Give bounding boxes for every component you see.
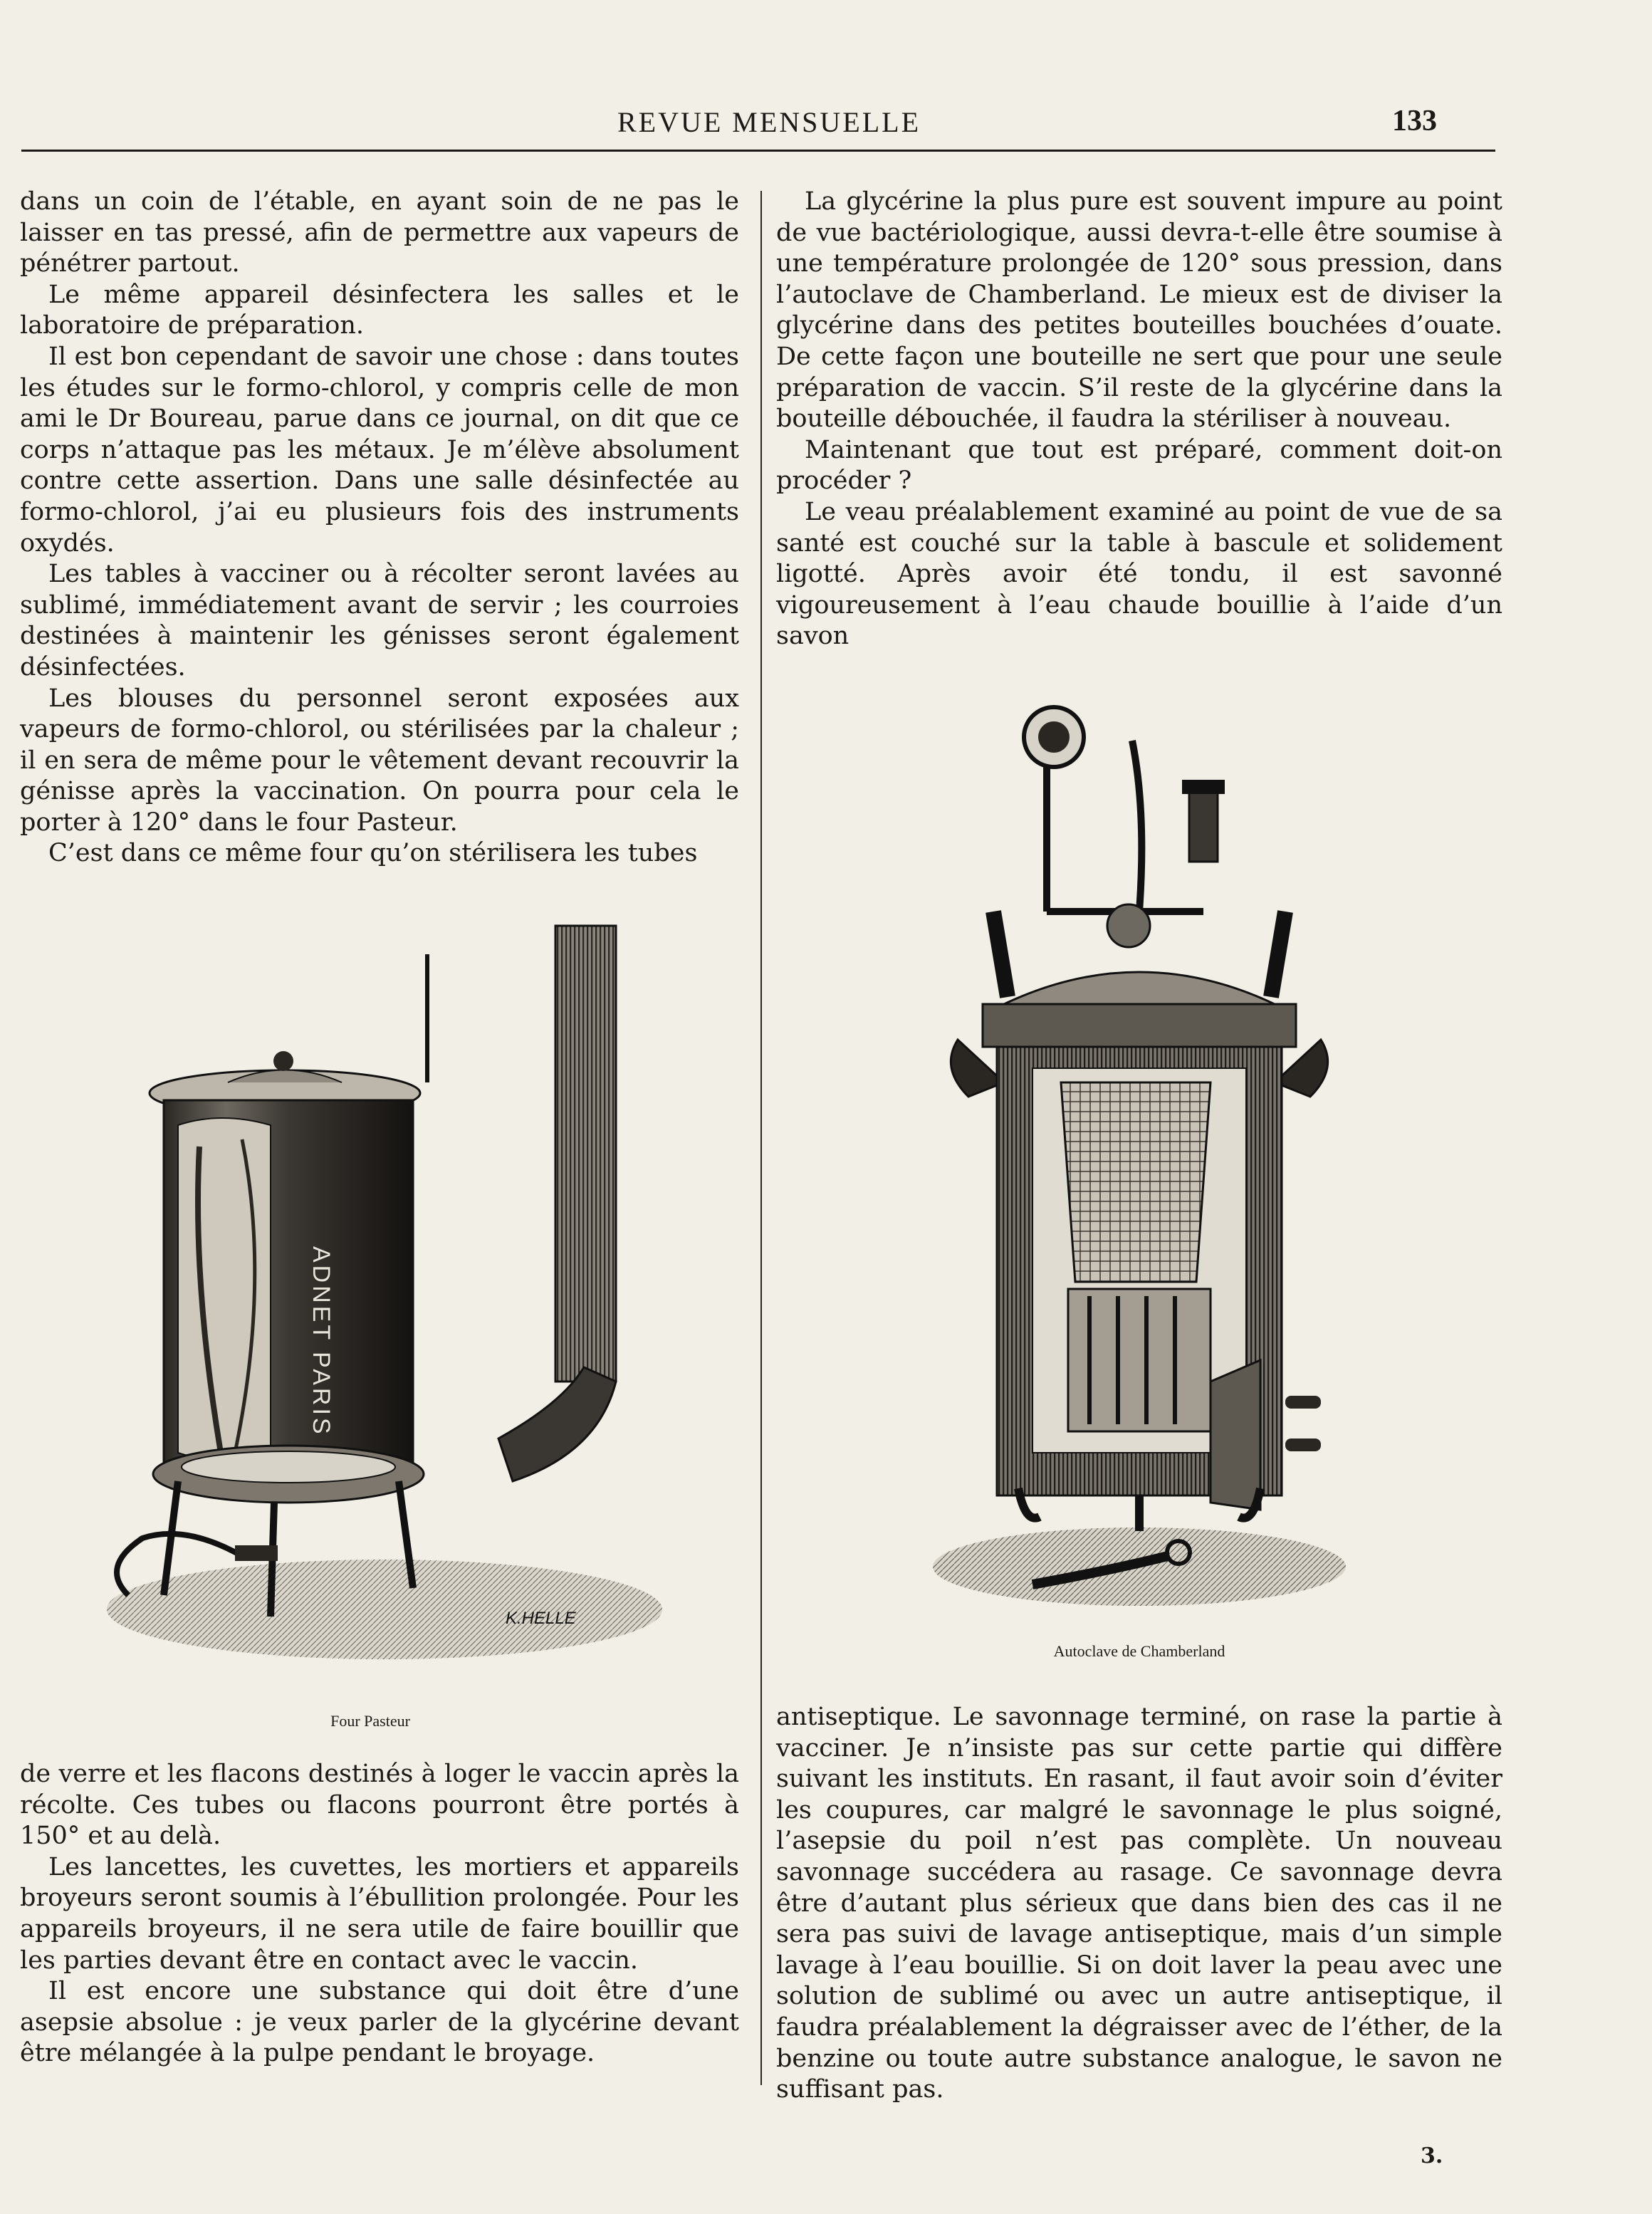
paragraph: Il est bon cependant de savoir une chose : dans toutes les études sur le formo-chlorol, y compris celle de mon ami le Dr Boureau, parue dans ce journal, on dit que ce corps n’attaque pas les métaux. Je m’élève absolument contre cette assertion. Dans une salle désinfectée au formo-chlorol, j’ai eu plusieurs fois des instruments oxydés. <box>20 342 739 558</box>
paragraph: La glycérine la plus pure est souvent impure au point de vue bactériologique, aussi devra-t-elle être soumise à une température prolongée de 120° sous pression, dans l’autoclave de Chamberland. Le mieux est de diviser la glycérine dans des petites bouteilles bouchées d’ouate. De cette façon une bouteille ne sert que pour une seule préparation de vaccin. S’il reste de la glycérine dans la bouteille débouchée, il faudra la stériliser à nouveau. <box>776 187 1502 434</box>
paragraph: Les blouses du personnel seront exposées aux vapeurs de formo-chlorol, ou stérilisées par la chaleur ; il en sera de même pour le vêtement devant recouvrir la génisse après la vaccination. On pourra pour cela le porter à 120° dans le four Pasteur. <box>20 684 739 837</box>
page-number: 133 <box>1392 105 1437 137</box>
paragraph: Le même appareil désinfectera les salles et le laboratoire de préparation. <box>20 280 739 340</box>
paragraph: de verre et les flacons destinés à loger le vaccin après la récolte. Ces tubes ou flacons pourront être portés à 150° et au delà. <box>20 1760 739 1851</box>
paragraph: Maintenant que tout est préparé, comment doit-on procéder ? <box>776 435 1502 496</box>
paragraph: Les lancettes, les cuvettes, les mortiers et appareils broyeurs seront soumis à l’ébullition prolongée. Pour les appareils broyeurs, il ne sera utile de faire bouillir que les parties devant être en contact avec le vaccin. <box>20 1852 739 1975</box>
paragraph: Les tables à vacciner ou à récolter seront lavées au sublimé, immédiatement avant de servir ; les courroies destinées à maintenir les génisses seront également désinfectées. <box>20 560 739 682</box>
paragraph: Le veau préalablement examiné au point de vue de sa santé est couché sur la table à bascule et solidement ligotté. Après avoir été tondu, il est savonné vigoureusement à l’eau chaude bouillie à l’aide d’un savon <box>776 497 1502 651</box>
engraver-signature: K.HELLE <box>506 1609 576 1628</box>
right-column-top <box>776 187 1502 652</box>
paragraph: antiseptique. Le savonnage terminé, on rase la partie à vacciner. Je n’insiste pas sur cette partie qui diffère suivant les instituts. En rasant, il faut avoir soin d’éviter les coupures, car malgré le savonnage le plus soigné, l’asepsie du poil n’est pas complète. Un nouveau savonnage succédera au rasage. Ce savonnage devra être d’autant plus sérieux que dans bien des cas il ne sera pas suivi de lavage antiseptique, mais d’un simple lavage à l’eau bouillie. Si on doit laver la peau avec une solution de sublimé ou avec un autre antiseptique, il faudra préalablement la dégraisser avec de l’éther, de la benzine ou toute autre substance analogue, le savon ne suffisant pas. <box>776 1703 1502 2104</box>
signature-mark: 3. <box>1421 2143 1443 2168</box>
left-column-top <box>20 187 739 870</box>
paragraph: C’est dans ce même four qu’on stérilisera les tubes <box>48 839 698 868</box>
paragraph: dans un coin de l’étable, en ayant soin de ne pas le laisser en tas pressé, afin de permettre aux vapeurs de pénétrer partout. <box>20 187 739 278</box>
figure-caption-autoclave: Autoclave de Chamberland <box>1053 1642 1225 1660</box>
header-rule <box>21 150 1495 152</box>
left-column-bottom <box>20 1759 739 2069</box>
figure-caption-four-pasteur: Four Pasteur <box>330 1712 410 1730</box>
running-header: REVUE MENSUELLE <box>617 106 921 138</box>
column-separator <box>760 191 762 2085</box>
right-column-bottom <box>776 1702 1502 2106</box>
maker-label: ADNET PARIS <box>308 1246 335 1437</box>
paragraph: Il est encore une substance qui doit être d’une asepsie absolue : je veux parler de la glycérine devant être mélangée à la pulpe pendant le broyage. <box>20 1977 739 2068</box>
four-pasteur-illustration <box>100 912 726 1666</box>
autoclave-illustration <box>926 698 1353 1609</box>
